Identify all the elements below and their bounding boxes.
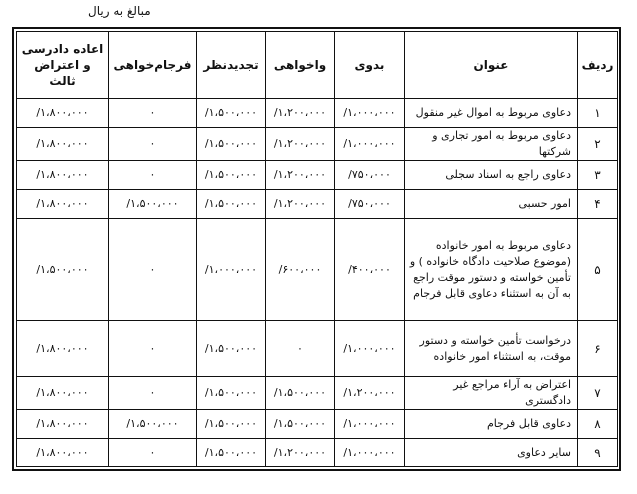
table-row	[17, 377, 618, 410]
cell-initial: /۱،۰۰۰،۰۰۰	[335, 99, 405, 128]
header-title: عنوان	[405, 32, 578, 99]
cell-title: درخواست تأمین خواسته و دستور موقت، به استثناء امور خانواده	[405, 321, 578, 377]
table-row	[17, 439, 618, 467]
header-review: تجدیدنظر	[197, 32, 266, 99]
cell-row-number: ۲	[578, 128, 618, 161]
cell-review: /۱،۵۰۰،۰۰۰	[197, 377, 266, 410]
cell-title: امور حسبی	[405, 190, 578, 219]
header-row-number: ردیف	[578, 32, 618, 99]
cell-appeal: ۰	[266, 321, 335, 377]
cell-cassation: ۰	[109, 377, 197, 410]
cell-row-number: ۶	[578, 321, 618, 377]
table-row	[17, 410, 618, 439]
cell-cassation: ۰	[109, 321, 197, 377]
cell-retrial: /۱،۸۰۰،۰۰۰	[17, 128, 109, 161]
cell-retrial: /۱،۵۰۰،۰۰۰	[17, 219, 109, 321]
cell-cassation: /۱،۵۰۰،۰۰۰	[109, 410, 197, 439]
header-appeal: واخواهی	[266, 32, 335, 99]
cell-initial: /۱،۲۰۰،۰۰۰	[335, 377, 405, 410]
header-retrial-line1: اعاده دادرسی	[21, 42, 104, 56]
cell-title: دعاوی راجع به اسناد سجلی	[405, 161, 578, 190]
cell-review: /۱،۵۰۰،۰۰۰	[197, 128, 266, 161]
cell-retrial: /۱،۸۰۰،۰۰۰	[17, 321, 109, 377]
table-row	[17, 128, 618, 161]
header-retrial	[17, 32, 109, 99]
cell-appeal: /۱،۲۰۰،۰۰۰	[266, 439, 335, 467]
cell-initial: /۱،۰۰۰،۰۰۰	[335, 410, 405, 439]
cell-cassation: /۱،۵۰۰،۰۰۰	[109, 190, 197, 219]
cell-initial: /۷۵۰،۰۰۰	[335, 190, 405, 219]
cell-title: دعاوی قابل فرجام	[405, 410, 578, 439]
cell-row-number: ۹	[578, 439, 618, 467]
cell-retrial: /۱،۸۰۰،۰۰۰	[17, 439, 109, 467]
table-row	[17, 99, 618, 128]
cell-initial: /۱،۰۰۰،۰۰۰	[335, 439, 405, 467]
cell-title: دعاوی مربوط به امور خانواده (موضوع صلاحیت دادگاه خانواده ) و تأمین خواسته و دستور موقت راجع به آن به استثناء دعاوی قابل فرجام	[405, 219, 578, 321]
cell-appeal: /۱،۲۰۰،۰۰۰	[266, 99, 335, 128]
cell-row-number: ۵	[578, 219, 618, 321]
fees-table	[16, 31, 618, 467]
table-row	[17, 321, 618, 377]
cell-appeal: /۱،۲۰۰،۰۰۰	[266, 190, 335, 219]
cell-appeal: /۱،۲۰۰،۰۰۰	[266, 161, 335, 190]
cell-appeal: /۱،۵۰۰،۰۰۰	[266, 377, 335, 410]
cell-initial: /۷۵۰،۰۰۰	[335, 161, 405, 190]
header-initial: بدوی	[335, 32, 405, 99]
cell-row-number: ۳	[578, 161, 618, 190]
cell-title: دعاوی مربوط به امور تجاری و شرکتها	[405, 128, 578, 161]
cell-review: /۱،۵۰۰،۰۰۰	[197, 321, 266, 377]
cell-review: /۱،۵۰۰،۰۰۰	[197, 410, 266, 439]
header-cassation: فرجام‌خواهی	[109, 32, 197, 99]
cell-row-number: ۴	[578, 190, 618, 219]
cell-title: سایر دعاوی	[405, 439, 578, 467]
cell-retrial: /۱،۸۰۰،۰۰۰	[17, 99, 109, 128]
cell-review: /۱،۵۰۰،۰۰۰	[197, 439, 266, 467]
cell-cassation: ۰	[109, 128, 197, 161]
table-row	[17, 190, 618, 219]
cell-cassation: ۰	[109, 439, 197, 467]
cell-review: /۱،۵۰۰،۰۰۰	[197, 190, 266, 219]
cell-review: /۱،۰۰۰،۰۰۰	[197, 219, 266, 321]
cell-retrial: /۱،۸۰۰،۰۰۰	[17, 377, 109, 410]
cell-row-number: ۷	[578, 377, 618, 410]
cell-initial: /۱،۰۰۰،۰۰۰	[335, 321, 405, 377]
cell-initial: /۱،۰۰۰،۰۰۰	[335, 128, 405, 161]
cell-review: /۱،۵۰۰،۰۰۰	[197, 99, 266, 128]
cell-retrial: /۱،۸۰۰،۰۰۰	[17, 190, 109, 219]
cell-review: /۱،۵۰۰،۰۰۰	[197, 161, 266, 190]
cell-row-number: ۱	[578, 99, 618, 128]
cell-title: اعتراض به آراء مراجع غیر دادگستری	[405, 377, 578, 410]
cell-cassation: ۰	[109, 99, 197, 128]
cell-cassation: ۰	[109, 161, 197, 190]
cell-retrial: /۱،۸۰۰،۰۰۰	[17, 161, 109, 190]
cell-initial: /۴۰۰،۰۰۰	[335, 219, 405, 321]
table-row	[17, 219, 618, 321]
header-row	[17, 32, 618, 99]
cell-appeal: /۱،۵۰۰،۰۰۰	[266, 410, 335, 439]
cell-appeal: /۱،۲۰۰،۰۰۰	[266, 128, 335, 161]
cell-appeal: /۶۰۰،۰۰۰	[266, 219, 335, 321]
currency-caption: مبالغ به ریال	[88, 4, 151, 18]
cell-cassation: ۰	[109, 219, 197, 321]
cell-row-number: ۸	[578, 410, 618, 439]
cell-title: دعاوی مربوط به اموال غیر منقول	[405, 99, 578, 128]
table-row	[17, 161, 618, 190]
cell-retrial: /۱،۸۰۰،۰۰۰	[17, 410, 109, 439]
header-retrial-line2: و اعتراض ثالث	[34, 58, 91, 88]
